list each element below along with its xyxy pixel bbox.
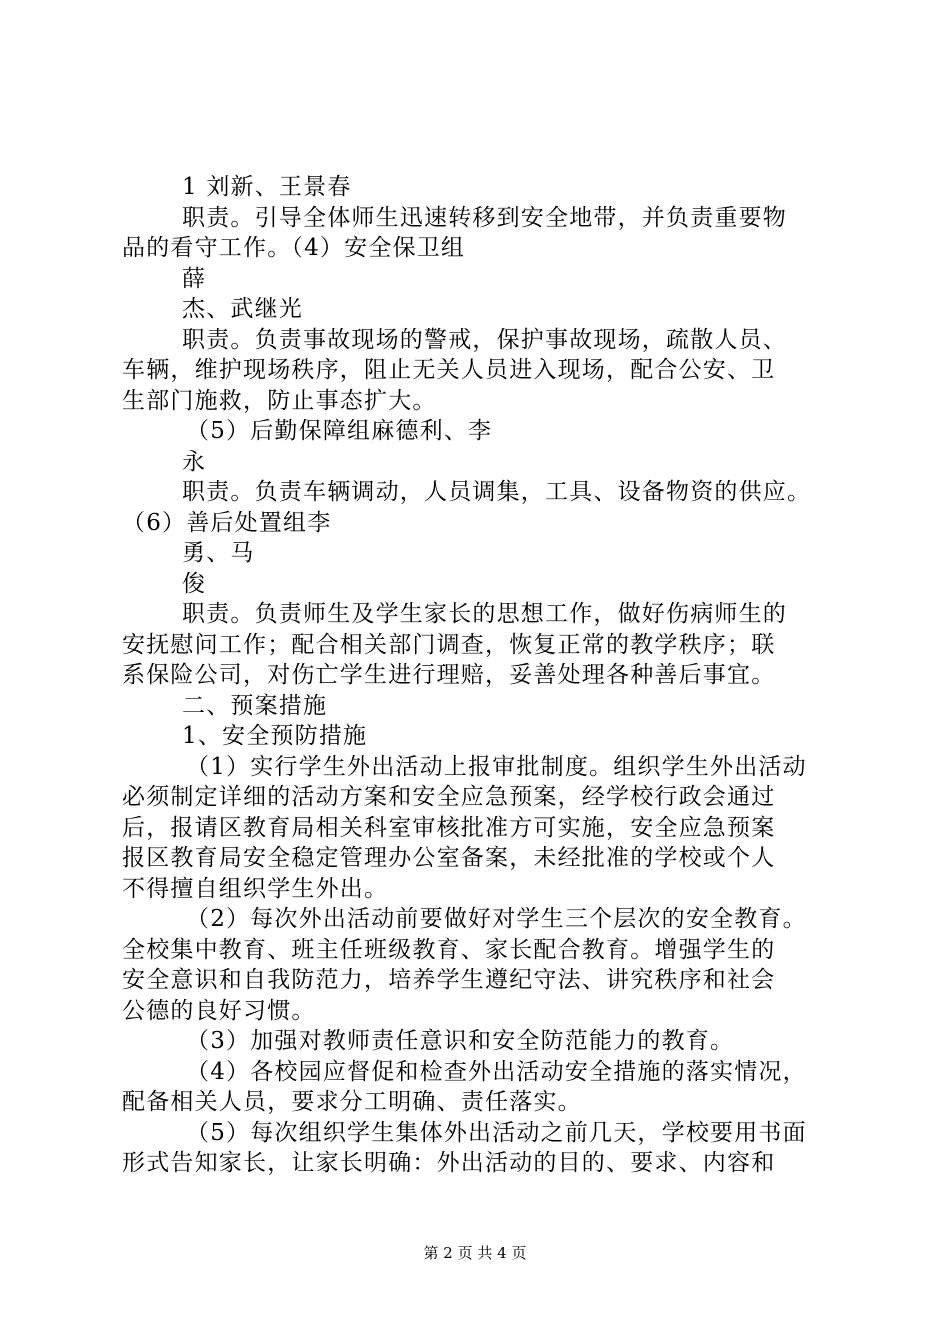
paragraph-line: 勇、马 [182, 540, 255, 566]
paragraph-line: 系保险公司，对伤亡学生进行理赔，妥善处理各种善后事宜。 [122, 662, 776, 688]
paragraph-line: （4）各校园应督促和检查外出活动安全措施的落实情况， [186, 1058, 807, 1085]
paragraph-line: （5）后勤保障组麻德利、李 [186, 418, 493, 444]
paragraph-line: 职责。引导全体师生迅速转移到安全地带，并负责重要物 [182, 204, 787, 231]
paragraph-line: 配备相关人员，要求分工明确、责任落实。 [122, 1089, 582, 1115]
paragraph-line: 后，报请区教育局相关科室审核批准方可实施，安全应急预案 [122, 814, 776, 841]
paragraph-line: 职责。负责师生及学生家长的思想工作，做好伤病师生的 [182, 601, 787, 627]
paragraph-line: （2）每次外出活动前要做好对学生三个层次的安全教育。 [186, 906, 807, 932]
paragraph-line: 报区教育局安全稳定管理办公室备案，未经批准的学校或个人 [122, 845, 776, 871]
paragraph-line: 必须制定详细的活动方案和安全应急预案，经学校行政会通过 [122, 784, 776, 810]
paragraph-line: 职责。负责车辆调动，人员调集，工具、设备物资的供应。 [182, 479, 812, 505]
paragraph-line: 品的看守工作。（4）安全保卫组 [122, 235, 466, 261]
page-number-footer: 第 2 页 共 4 页 [423, 1244, 527, 1262]
paragraph-line: 形式告知家长，让家长明确：外出活动的目的、要求、内容和 [122, 1150, 776, 1176]
paragraph-line: 公德的良好习惯。 [122, 997, 316, 1024]
paragraph-line: 不得擅自组织学生外出。 [122, 875, 389, 902]
paragraph-line: （6）善后处置组李 [122, 509, 332, 536]
document-body [122, 172, 842, 1179]
subsection-heading: 1、安全预防措施 [182, 723, 368, 749]
paragraph-line: 杰、武继光 [182, 296, 303, 322]
paragraph-line: 薛 [182, 265, 207, 292]
paragraph-line: 全校集中教育、班主任班级教育、家长配合教育。增强学生的 [122, 936, 776, 963]
paragraph-line: 安全意识和自我防范力，培养学生遵纪守法、讲究秩序和社会 [122, 967, 776, 993]
paragraph-line: （1）实行学生外出活动上报审批制度。组织学生外出活动 [186, 753, 807, 780]
paragraph-line: 1 刘新、王景春 [182, 174, 352, 200]
paragraph-line: 俊 [182, 570, 207, 597]
section-heading: 二、预案措施 [182, 692, 328, 719]
paragraph-line: 职责。负责事故现场的警戒，保护事故现场，疏散人员、 [182, 326, 787, 353]
paragraph-line: 安抚慰问工作；配合相关部门调查，恢复正常的教学秩序；联 [122, 631, 776, 658]
paragraph-line: 车辆，维护现场秩序，阻止无关人员进入现场，配合公安、卫 [122, 357, 776, 383]
paragraph-line: 永 [182, 448, 207, 475]
paragraph-line: 生部门施救，防止事态扩大。 [122, 387, 437, 414]
paragraph-line: （5）每次组织学生集体外出活动之前几天，学校要用书面 [186, 1119, 807, 1146]
paragraph-line: （3）加强对教师责任意识和安全防范能力的教育。 [186, 1028, 735, 1054]
